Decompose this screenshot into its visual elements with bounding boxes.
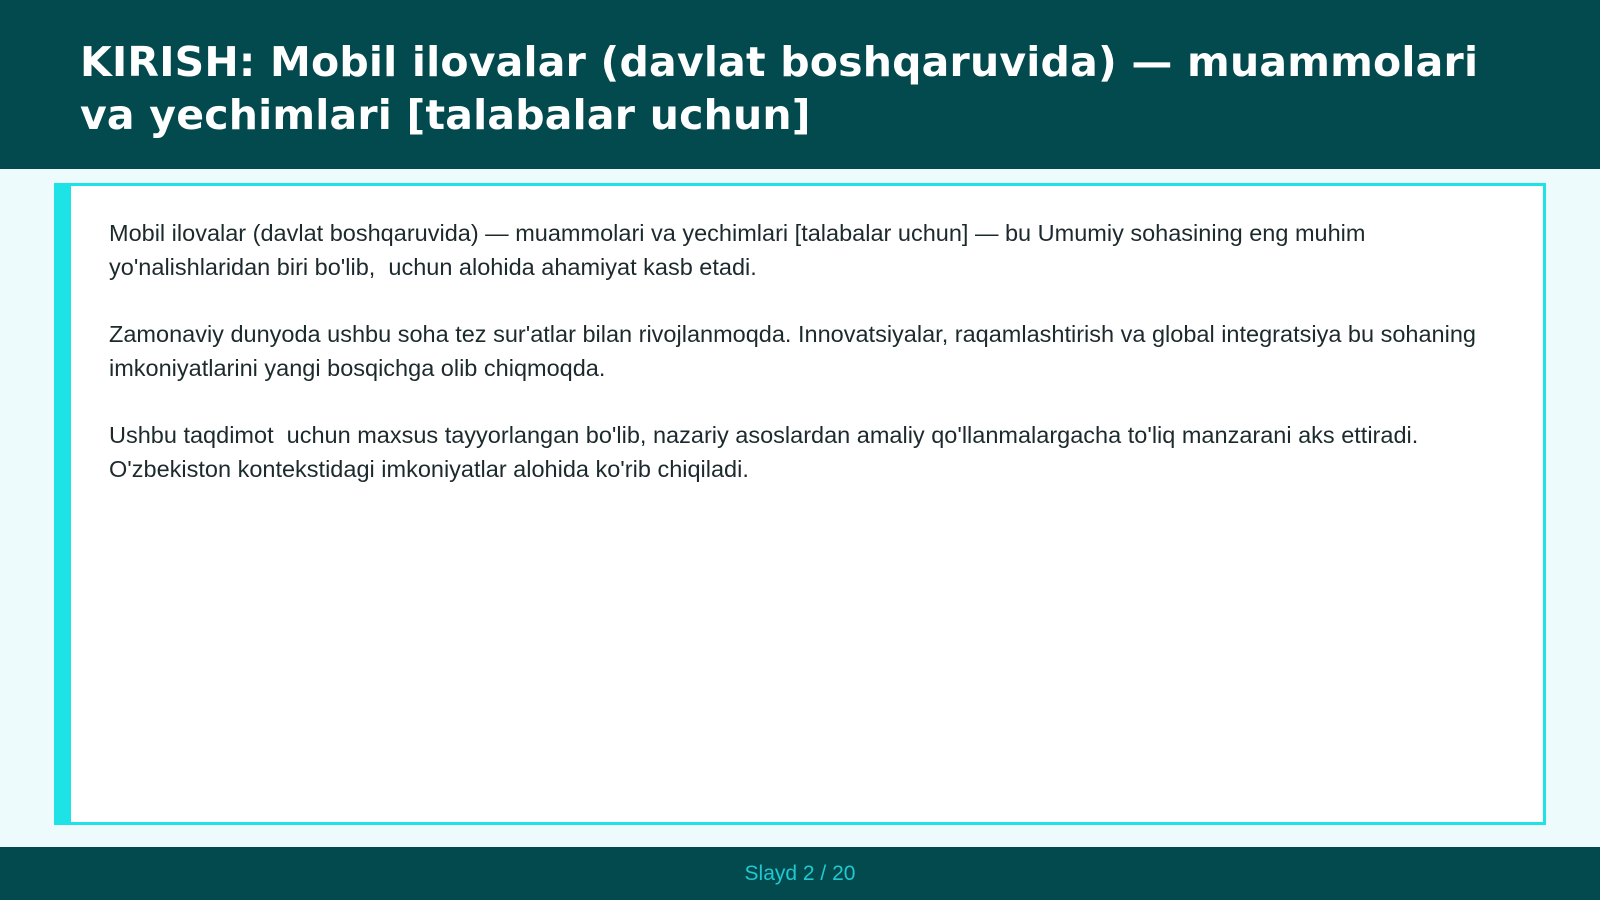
intro-paragraph: Mobil ilovalar (davlat boshqaruvida) — muammolari va yechimlari [talabalar uchun] — bu Umumiy sohasining eng muhim yo'nalishlaridan biri bo'lib, uchun alohida ahamiyat kasb etadi.	[109, 220, 1373, 280]
slide-title: KIRISH: Mobil ilovalar (davlat boshqaruvida) — muammolari va yechimlari [talabalar uchun]	[80, 38, 1479, 139]
slide-header	[0, 0, 1600, 169]
slide-counter: Slayd 2 / 20	[744, 861, 856, 885]
slide-footer	[0, 847, 1600, 900]
content-panel	[54, 183, 1546, 825]
presentation-purpose-paragraph: Ushbu taqdimot uchun maxsus tayyorlangan bo'lib, nazariy asoslardan amaliy qo'llanmalargacha to'liq manzarani aks ettiradi. O'zbekiston kontekstidagi imkoniyatlar alohida ko'rib chiqiladi.	[109, 422, 1425, 482]
modern-world-paragraph: Zamonaviy dunyoda ushbu soha tez sur'atlar bilan rivojlanmoqda. Innovatsiyalar, raqamlashtirish va global integratsiya bu sohaning imkoniyatlarini yangi bosqichga olib chiqmoqda.	[109, 321, 1483, 381]
